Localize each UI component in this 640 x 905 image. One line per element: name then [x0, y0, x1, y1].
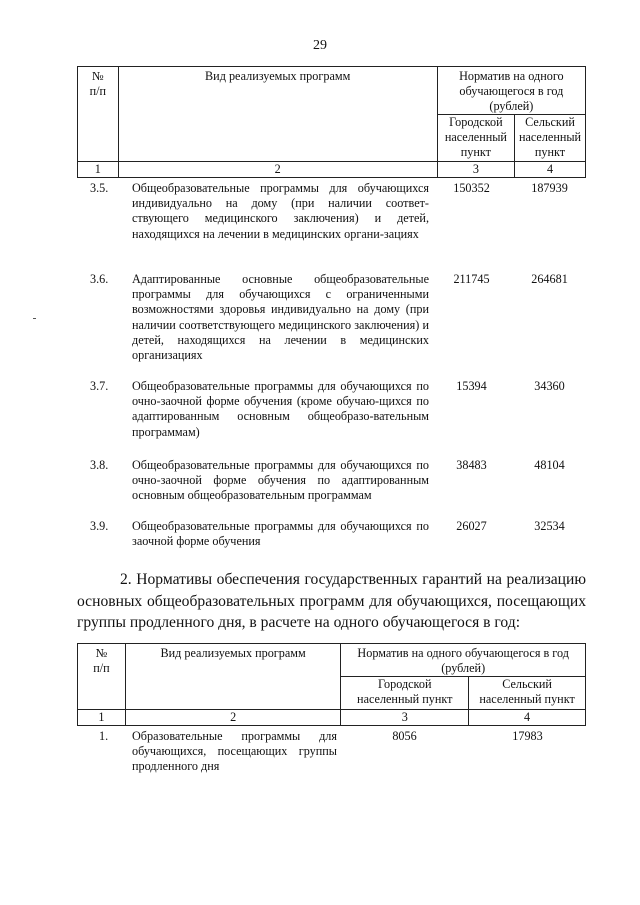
row-rural-value: 187939	[531, 181, 568, 195]
t2-index-3: 3	[341, 710, 469, 726]
t1-index-1: 1	[78, 162, 119, 178]
row-number: 1.	[99, 729, 109, 743]
t2-col-rural-header: Сельский населенный пункт	[469, 677, 586, 710]
t1-index-4: 4	[515, 162, 586, 178]
section2-paragraph: 2. Нормативы обеспечения государственных гарантий на реализацию основных общеобразовательных программ для обучающихся, посещающих группы продленного дня, в расчете на одного обучающегося в год:	[77, 571, 586, 631]
t1-index-3: 3	[437, 162, 514, 178]
row-number: 3.9.	[90, 519, 109, 533]
row-urban-value: 15394	[456, 379, 487, 393]
t2-col-num-header: № п/п	[78, 644, 126, 710]
row-urban-value: 26027	[456, 519, 487, 533]
t2-col-norm-header: Норматив на одного обучающегося в год (рублей)	[341, 644, 586, 677]
row-urban-value: 150352	[453, 181, 490, 195]
row-urban-value: 211745	[453, 272, 490, 286]
t1-col-type-header: Вид реализуемых программ	[118, 67, 437, 162]
row-number: 3.7.	[90, 379, 109, 393]
table2-header	[77, 643, 586, 726]
row-rural-value: 17983	[512, 729, 543, 743]
t2-index-4: 4	[469, 710, 586, 726]
row-text: Образовательные программы для обучающихся, посещающих группы продленного дня	[132, 729, 337, 774]
row-text: Адаптированные основные общеобразовательные программы для обучающихся с ограниченными возможностями здоровья индивидуально на дому (при наличии соответствующего медицинского заключения) и детей, находящихся на лечении в медицинских организациях	[132, 272, 429, 363]
t2-index-2: 2	[125, 710, 341, 726]
t1-col-rural-header: Сельский населенный пункт	[515, 115, 586, 162]
row-rural-value: 32534	[534, 519, 565, 533]
row-rural-value: 48104	[534, 458, 565, 472]
t2-index-1: 1	[78, 710, 126, 726]
page-number: 29	[313, 38, 327, 53]
t2-col-type-header: Вид реализуемых программ	[125, 644, 341, 710]
row-urban-value: 8056	[392, 729, 417, 743]
row-text: Общеобразовательные программы для обучающихся по очно-заочной форме обучения (кроме обучаю-щихся по адаптированным основным общеобразо-вательным программам)	[132, 379, 429, 439]
margin-mark	[33, 318, 36, 319]
row-text: Общеобразовательные программы для обучающихся по заочной форме обучения	[132, 519, 429, 549]
row-number: 3.5.	[90, 181, 109, 195]
row-number: 3.6.	[90, 272, 109, 286]
t2-col-urban-header: Городской населенный пункт	[341, 677, 469, 710]
t1-index-2: 2	[118, 162, 437, 178]
row-text: Общеобразовательные программы для обучающихся по очно-заочной форме обучения по адаптированным основным общеобразовательным программам	[132, 458, 429, 503]
row-text: Общеобразовательные программы для обучающихся индивидуально на дому (при наличии соответ-ствующего медицинского заключения) и детей, находящихся на лечении в медицинских органи-зациях	[132, 181, 429, 241]
t1-col-urban-header: Городской населенный пункт	[437, 115, 514, 162]
row-rural-value: 264681	[531, 272, 568, 286]
table1-header	[77, 66, 586, 178]
row-urban-value: 38483	[456, 458, 487, 472]
t1-col-num-header: № п/п	[78, 67, 119, 162]
t1-col-norm-header: Норматив на одного обучающегося в год (рублей)	[437, 67, 585, 115]
row-rural-value: 34360	[534, 379, 565, 393]
row-number: 3.8.	[90, 458, 109, 472]
